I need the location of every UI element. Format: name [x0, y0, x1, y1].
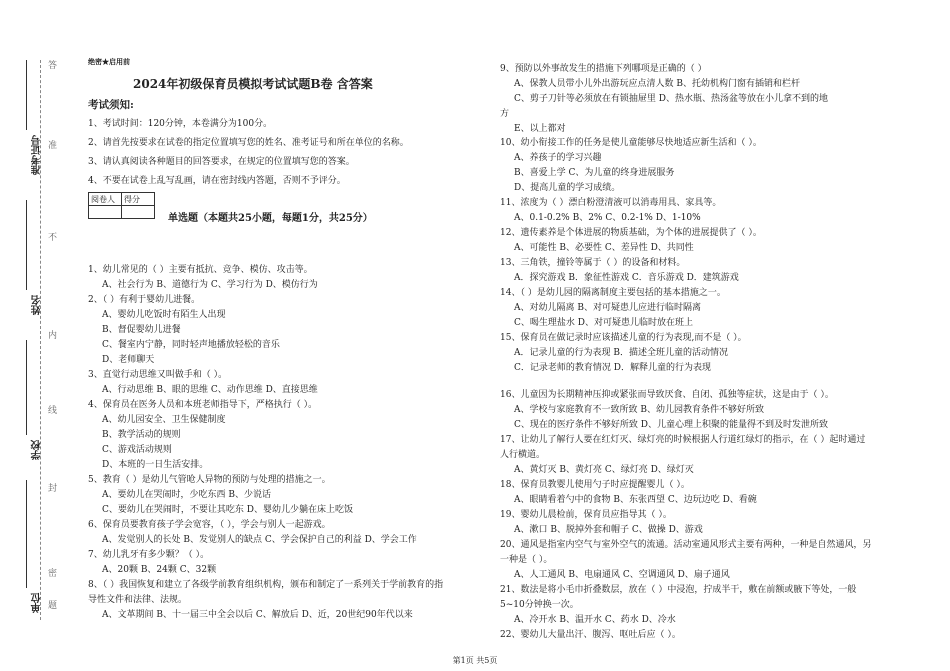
answer-option: D、提高儿童的学习成绩。	[514, 183, 621, 193]
answer-option: C、餐室内宁静，同时轻声地播放轻松的音乐	[102, 340, 280, 350]
section-heading: 单选题（本题共25小题，每题1分，共25分）	[168, 213, 373, 224]
question-text: 2、（ ）有利于婴幼儿进餐。	[88, 295, 201, 305]
question-text: 6、保育员要教育孩子学会宽容，（ ），学会与别人一起游戏。	[88, 520, 331, 530]
score-table	[88, 192, 155, 219]
answer-option: A．探究游戏 B．象征性游戏 C．音乐游戏 D．建筑游戏	[514, 273, 739, 283]
answer-option: A、社会行为 B、道德行为 C、学习行为 D、模仿行为	[102, 280, 318, 290]
exam-number-label: 准考证号	[32, 135, 43, 175]
margin-mark: 内	[46, 330, 56, 339]
answer-option: C．记录老师的教育情况 D．解释儿童的行为表现	[514, 363, 711, 373]
answer-option: A、可能性 B、必要性 C、差异性 D、共同性	[514, 243, 694, 253]
unit-label: 单位	[32, 593, 43, 613]
question-text: 9、预防以外事故发生的措施下列哪项是正确的（ ）	[500, 64, 707, 74]
question-text: 人行横道。	[500, 450, 546, 460]
answer-option: D、本班的一日生活安排。	[102, 460, 209, 470]
question-text: 20、通风是指室内空气与室外空气的流通。活动室通风形式主要有两种，一种是自然通风，另	[500, 540, 872, 550]
margin-mark: 准	[46, 140, 56, 149]
question-text: 3、直觉行动思维又叫做手和（ ）。	[88, 370, 228, 380]
answer-option: A、20颗 B、24颗 C、32颗	[102, 565, 217, 575]
notice-heading: 考试须知:	[88, 99, 134, 111]
question-text: 11、浓度为（ ）漂白粉澄清液可以消毒用具、家具等。	[500, 198, 722, 208]
exam-number-underline	[26, 60, 27, 130]
answer-option: C、要幼儿在哭闹时，不要让其吃东 D、婴幼儿少躺在床上吃饭	[102, 505, 353, 515]
answer-option: A、文革期间 B、十一届三中全会以后 C、解放后 D、近，20世纪90年代以来	[102, 610, 413, 620]
answer-option: B、督促婴幼儿进餐	[102, 325, 181, 335]
answer-option: A、行动思维 B、眼的思维 C、动作思维 D、直接思维	[102, 385, 318, 395]
question-text: 方	[500, 109, 510, 119]
margin-mark: 密	[46, 568, 56, 577]
name-label: 姓名	[32, 295, 43, 315]
question-text: 导性文件和法律、法规。	[88, 595, 188, 605]
grader-cell[interactable]	[89, 206, 122, 219]
grader-header: 阅卷人	[89, 193, 122, 206]
answer-option: A、眼睛看着勺中的食物 B、东张西望 C、边玩边吃 D、看碗	[514, 495, 757, 505]
margin-mark: 题	[46, 600, 56, 609]
answer-option: D、老师聊天	[102, 355, 155, 365]
secret-mark: 绝密★启用前	[88, 57, 130, 66]
school-underline	[26, 340, 27, 435]
binding-margin	[0, 0, 70, 671]
question-text: 22、婴幼儿大量出汗、腹泻、呕吐后应（ ）。	[500, 630, 681, 640]
answer-option: A．记录儿童的行为表现 B．描述全班儿童的活动情况	[514, 348, 728, 358]
answer-option: A、幼儿园安全、卫生保健制度	[102, 415, 226, 425]
answer-option: A、冷开水 B、温开水 C、药水 D、冷水	[514, 615, 676, 625]
margin-mark: 答	[46, 60, 56, 69]
answer-option: A、对幼儿隔离 B、对可疑患儿应进行临时隔离	[514, 303, 701, 313]
question-text: 21、数法是将小毛巾折叠数层，放在（ ）中浸泡，拧成半干，敷在前额或腋下等处，一般	[500, 585, 857, 595]
score-header: 得分	[122, 193, 155, 206]
answer-option: A、人工通风 B、电扇通风 C、空调通风 D、扇子通风	[514, 570, 730, 580]
answer-option: A、养孩子的学习兴趣	[514, 153, 602, 163]
question-text: 5、教育（ ）是幼儿气管呛人异物的预防与处理的措施之一。	[88, 475, 331, 485]
answer-option: E、以上都对	[514, 124, 566, 134]
notice-item: 1、考试时间：120分钟，本卷满分为100分。	[88, 119, 273, 129]
name-underline	[26, 200, 27, 290]
answer-option: A、学校与家庭教育不一致所致 B、幼儿园教育条件不够好所致	[514, 405, 764, 415]
question-text: 1、幼儿常见的（ ）主要有抵抗、竞争、模仿、攻击等。	[88, 265, 313, 275]
answer-option: A、0.1-0.2% B、2% C、0.2-1% D、1-10%	[514, 213, 701, 223]
notice-item: 2、请首先按要求在试卷的指定位置填写您的姓名、准考证号和所在单位的名称。	[88, 138, 409, 148]
answer-option: A、保教人员带小儿外出游玩应点清人数 B、托幼机构门窗有插销和栏杆	[514, 79, 800, 89]
notice-item: 3、请认真阅读各种题目的回答要求，在规定的位置填写您的答案。	[88, 157, 355, 167]
page-footer: 第1页 共5页	[452, 656, 498, 665]
answer-option: C、游戏活动规则	[102, 445, 172, 455]
answer-option: A、要幼儿在哭闹时，少吃东西 B、少说话	[102, 490, 271, 500]
question-text: 12、遗传素养是个体进展的物质基础，为个体的进展提供了（ ）。	[500, 228, 762, 238]
unit-underline	[26, 480, 27, 588]
question-text: 5~10分钟换一次。	[500, 600, 579, 610]
question-text: 4、保育员在医务人员和本班老师指导下，严格执行（ ）。	[88, 400, 318, 410]
answer-option: A、发觉别人的长处 B、发觉别人的缺点 C、学会保护自己的利益 D、学会工作	[102, 535, 417, 545]
margin-mark: 不	[46, 232, 56, 241]
margin-mark: 线	[46, 405, 56, 414]
answer-option: A、漱口 B、脱掉外套和帽子 C、做操 D、游戏	[514, 525, 703, 535]
school-label: 学校	[32, 440, 43, 460]
exam-title: 2024年初级保育员模拟考试试题B卷 含答案	[133, 77, 373, 91]
question-text: 19、婴幼儿晨检前，保育员应指导其（ ）。	[500, 510, 672, 520]
answer-option: C、喝生理盐水 D、对可疑患儿临时放在班上	[514, 318, 693, 328]
answer-option: A、婴幼儿吃饭时有陌生人出现	[102, 310, 226, 320]
notice-item: 4、不要在试卷上乱写乱画，请在密封线内答题，否则不予评分。	[88, 176, 346, 186]
answer-option: C、剪子刀针等必须放在有锁抽屉里 D、热水瓶、热汤盆等放在小儿拿不到的地	[514, 94, 828, 104]
margin-mark: 封	[46, 483, 56, 492]
question-text: 一种是（ ）。	[500, 555, 553, 565]
question-text: 7、幼儿乳牙有多少颗？（ ）。	[88, 550, 210, 560]
answer-option: A、黄灯灭 B、黄灯亮 C、绿灯亮 D、绿灯灭	[514, 465, 694, 475]
question-text: 15、保育员在做记录时应该描述儿童的行为表现,而不是（ ）。	[500, 333, 747, 343]
answer-option: B、教学活动的规则	[102, 430, 181, 440]
question-text: 10、幼小衔接工作的任务是使儿童能够尽快地适应新生活和（ ）。	[500, 138, 762, 148]
question-text: 18、保育员教婴儿使用勺子时应提醒婴儿（ ）。	[500, 480, 690, 490]
question-text: 17、让幼儿了解行人要在红灯灭、绿灯亮的时候根据人行道红绿灯的指示，在（ ）起时通过	[500, 435, 866, 445]
question-text: 16、儿童因为长期精神压抑或紧张而导致厌食、自闭、孤独等症状，这是由于（ ）。	[500, 390, 834, 400]
answer-option: B、喜爱上学 C、为儿童的终身进展服务	[514, 168, 675, 178]
question-text: 8、（ ）我国恢复和建立了各级学前教育组织机构，颁布和制定了一系列关于学前教育的指	[88, 580, 444, 590]
question-text: 13、三角铁，撞铃等属于（ ）的设备和材料。	[500, 258, 686, 268]
answer-option: C、现在的医疗条件不够好所致 D、儿童心理上积聚的能量得不到及时发泄所致	[514, 420, 828, 430]
question-text: 14、（ ）是幼儿园的隔离制度主要包括的基本措施之一。	[500, 288, 726, 298]
score-cell[interactable]	[122, 206, 155, 219]
